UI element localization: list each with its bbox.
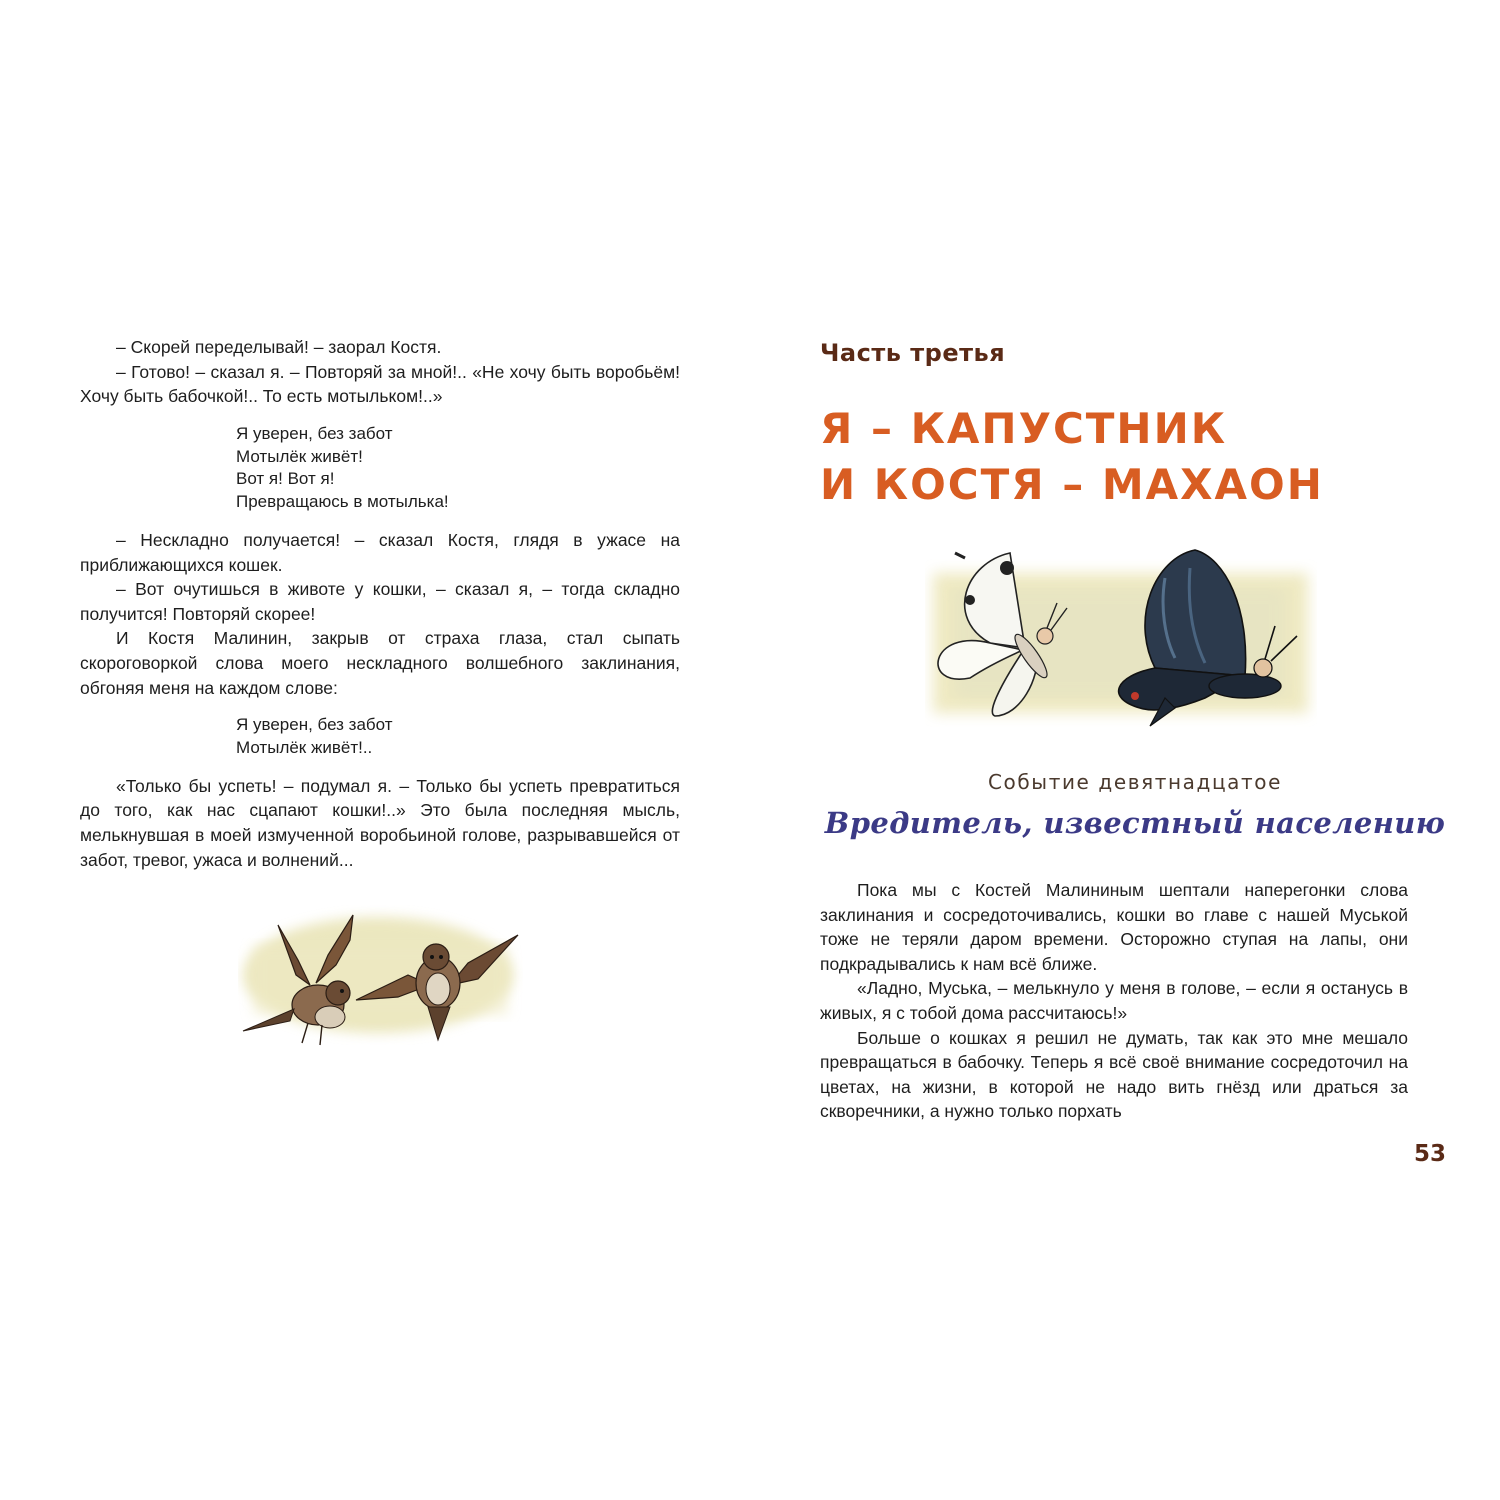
sparrows-illustration [238, 905, 523, 1055]
poem-line: Мотылёк живёт! [236, 446, 363, 466]
chapter-title-line: Я – КАПУСТНИК [820, 404, 1228, 453]
poem-line: Я уверен, без забот [236, 423, 393, 443]
poem-line: Я уверен, без забот [236, 715, 393, 735]
chapter-title [820, 401, 1450, 513]
event-heading [820, 770, 1450, 840]
paragraph: И Костя Малинин, закрыв от страха глаза, стал сыпать скороговоркой слова моего нескладного волшебного заклинания, обгоняя меня на каждом слове: [80, 628, 680, 698]
page-number: 53 [1414, 1141, 1447, 1167]
paragraph: «Ладно, Муська, – мелькнуло у меня в голове, – если я останусь в живых, я с тобой дома рассчитаюсь!» [820, 978, 1408, 1023]
paragraph: – Вот очутишься в животе у кошки, – сказал я, – тогда складно получится! Повторяй скорее! [80, 579, 680, 624]
butterflies-illustration [925, 548, 1317, 728]
right-text-block [820, 878, 1408, 1124]
paragraph: Больше о кошках я решил не думать, так как это мне мешало превращаться в бабочку. Теперь я всё своё внимание сосредоточил на цветах, на жизни, в которой не надо вить гнёзд или драться за скворечники, а нужно только порхать [820, 1027, 1408, 1122]
poem-stanza [236, 714, 680, 760]
poem-line: Вот я! Вот я! [236, 469, 335, 489]
chapter-title-line: И КОСТЯ – МАХАОН [820, 460, 1324, 509]
event-label: Событие девятнадцатое [987, 770, 1283, 794]
left-page [80, 335, 680, 872]
paragraph: – Нескладно получается! – сказал Костя, глядя в ужасе на приближающихся кошек. [80, 529, 680, 575]
paragraph: – Готово! – сказал я. – Повторяй за мной!.. «Не хочу быть воробьём! Хочу быть бабочкой!.. То есть мотыльком!..» [80, 361, 680, 407]
poem-line: Мотылёк живёт!.. [236, 737, 373, 757]
poem-line: Превращаюсь в мотылька! [236, 492, 449, 512]
paragraph: «Только бы успеть! – подумал я. – Только бы успеть превратиться до того, как нас сцапают кошки!..» Это была последняя мысль, мелькнувшая в моей измученной воробьиной голове, разрывавшейся от забот, тревог, ужаса и волнений... [80, 775, 680, 870]
right-page [820, 335, 1450, 1175]
part-title: Часть третья [820, 339, 1006, 367]
event-title: Вредитель, известный населению [824, 806, 1446, 840]
poem-stanza [236, 423, 680, 514]
paragraph: Пока мы с Костей Малининым шептали наперегонки слова заклинания и сосредоточивались, кошки во главе с нашей Муськой тоже не теряли даром времени. Осторожно ступая на лапы, они подкрадывались к нам всё ближе. [820, 880, 1408, 974]
paragraph: – Скорей переделывай! – заорал Костя. [116, 337, 442, 357]
